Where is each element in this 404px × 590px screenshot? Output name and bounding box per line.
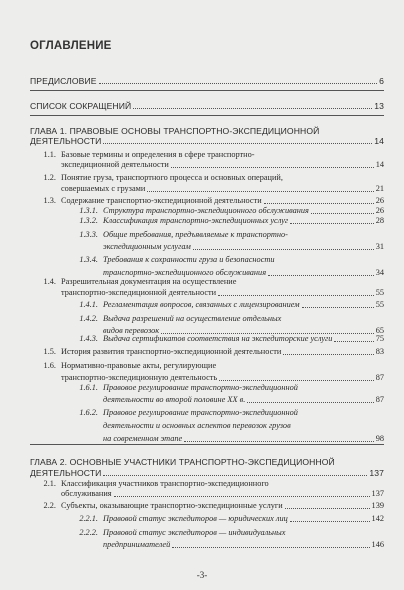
dot-leader xyxy=(114,496,370,497)
dot-leader xyxy=(334,341,373,342)
toc-entry-number: 1.1. xyxy=(43,150,56,159)
toc-entry-text: транспортно-экспедиционного обслуживания xyxy=(103,268,267,277)
dot-leader xyxy=(193,249,374,250)
toc-entry-text: Правовой статус экспедиторов — юридических лиц xyxy=(103,514,288,523)
toc-entry-number: 1.4.2. xyxy=(79,314,98,323)
toc-entry-page: 14 xyxy=(374,136,384,146)
section-rule xyxy=(30,90,384,91)
toc-entry xyxy=(30,347,384,357)
toc-entry-text: ДЕЯТЕЛЬНОСТИ xyxy=(30,468,102,478)
toc-entry-text: Содержание транспортно-экспедиционной деятельности xyxy=(61,196,262,205)
toc-entry-text: Субъекты, оказывающие транспортно-экспедиционные услуги xyxy=(61,501,283,510)
toc-entry xyxy=(30,99,384,111)
dot-leader xyxy=(290,521,370,522)
toc-entry-page: 28 xyxy=(375,216,384,225)
toc-entry-text: История развития транспортно-экспедиционной деятельности xyxy=(61,347,282,356)
toc-entry-text: транспортно-экспедиционную деятельность xyxy=(61,373,218,382)
toc-entry-page: 146 xyxy=(371,540,384,549)
toc-entry-text: Структура транспортно-экспедиционного обслуживания xyxy=(103,206,309,215)
toc-entry-text: Разрешительная документация на осуществление xyxy=(61,277,237,286)
dot-leader xyxy=(302,307,374,308)
toc-entry-text: Нормативно-правовые акты, регулирующие xyxy=(61,361,217,370)
toc-entry-page: 65 xyxy=(375,326,384,335)
toc-entry-text: ДЕЯТЕЛЬНОСТИ xyxy=(30,136,102,146)
toc-entry-number: 1.3.2. xyxy=(79,216,98,225)
dot-leader xyxy=(218,295,374,296)
toc-entry-page: 137 xyxy=(371,489,384,498)
toc-entry-text: на современном этапе xyxy=(103,434,183,443)
toc-entry-text: Понятие груза, транспортного процесса и основных операций, xyxy=(61,173,283,182)
dot-leader xyxy=(283,354,373,355)
toc-entry xyxy=(68,514,384,524)
toc-entry-number: 1.6. xyxy=(43,361,56,370)
toc-entry xyxy=(68,526,384,550)
dot-leader xyxy=(172,547,369,548)
toc-entry-number: 1.4.3. xyxy=(79,334,98,343)
toc-entry xyxy=(68,252,384,278)
toc-entry-text: ГЛАВА 1. ПРАВОВЫЕ ОСНОВЫ ТРАНСПОРТНО-ЭКСПЕДИЦИОННОЙ xyxy=(30,126,320,136)
toc-entry-text: экспедиционной деятельности xyxy=(61,160,169,169)
toc-entry-number: 2.2.1. xyxy=(79,514,98,523)
dot-leader xyxy=(133,108,372,109)
toc-entry-number: 1.4.1. xyxy=(79,300,98,309)
dot-leader xyxy=(147,191,373,192)
toc-entry xyxy=(30,456,384,478)
toc-entry-text: Базовые термины и определения в сфере транспортно- xyxy=(61,150,255,159)
toc-entry-number: 2.1. xyxy=(43,479,56,488)
toc-entry-number: 1.6.2. xyxy=(79,408,98,417)
dot-leader xyxy=(285,508,370,509)
toc-entry-page: 26 xyxy=(375,206,384,215)
toc-entry-text: СПИСОК СОКРАЩЕНИЙ xyxy=(30,101,132,111)
toc-entry-text: Правовое регулирование транспортно-экспедиционной xyxy=(103,383,298,392)
toc-entry-page: 75 xyxy=(375,334,384,343)
dot-leader xyxy=(184,441,373,442)
toc-entry-page: 13 xyxy=(374,101,384,111)
page-title: ОГЛАВЛЕНИЕ xyxy=(30,40,112,52)
toc-entry xyxy=(30,359,384,383)
toc-entry-text: обслуживания xyxy=(61,489,112,498)
toc-entry-text: ГЛАВА 2. ОСНОВНЫЕ УЧАСТНИКИ ТРАНСПОРТНО-ЭКСПЕДИЦИОННОЙ xyxy=(30,457,335,467)
toc-entry-number: 1.6.1. xyxy=(79,383,98,392)
toc-entry-number: 2.2.2. xyxy=(79,528,98,537)
toc-entry-page: 142 xyxy=(371,514,384,523)
toc-entry xyxy=(30,150,384,170)
toc-entry-text: Общие требования, предъявляемые к транспортно- xyxy=(103,230,288,239)
toc-entry-text: предпринимателей xyxy=(103,540,171,549)
toc-entry-page: 21 xyxy=(375,184,384,193)
toc-entry-text: Правовое регулирование транспортно-экспедиционной xyxy=(103,408,298,417)
toc-entry-text: Требования к сохранности груза и безопасности xyxy=(103,255,275,264)
toc-entry xyxy=(30,276,384,298)
toc-entry xyxy=(30,126,384,146)
toc-entry-page: 34 xyxy=(375,268,384,277)
page-number: -3- xyxy=(196,570,208,580)
toc-entry-page: 87 xyxy=(375,395,384,404)
toc-entry-page: 139 xyxy=(371,501,384,510)
dot-leader xyxy=(103,143,372,144)
toc-entry-text: деятельности и основных аспектов перевозок грузов xyxy=(103,421,291,430)
toc-entry xyxy=(68,228,384,252)
toc-entry-text: экспедиционным услугам xyxy=(103,242,191,251)
toc-entry xyxy=(68,405,384,444)
toc-entry xyxy=(68,381,384,405)
section-rule xyxy=(30,115,384,116)
toc-entry xyxy=(30,479,384,499)
toc-entry-number: 1.3.4. xyxy=(79,255,98,264)
toc-entry-page: 14 xyxy=(375,160,384,169)
toc-entry-number: 1.5. xyxy=(43,347,56,356)
toc-entry-number: 2.2. xyxy=(43,501,56,510)
dot-leader xyxy=(247,402,373,403)
dot-leader xyxy=(103,475,367,476)
toc-entry-page: 31 xyxy=(375,242,384,251)
toc-entry-number: 1.3. xyxy=(43,196,56,205)
toc-entry-page: 6 xyxy=(379,76,384,86)
toc-entry xyxy=(68,312,384,336)
toc-entry-text: Регламентация вопросов, связанных с лицензированием xyxy=(103,300,300,309)
dot-leader xyxy=(264,203,374,204)
dot-leader xyxy=(311,213,374,214)
toc-entry-text: видов перевозок xyxy=(103,326,160,335)
toc-entry xyxy=(30,74,384,86)
toc-entry-text: Классификация транспортно-экспедиционных услуг xyxy=(103,216,289,225)
toc-entry-number: 1.3.3. xyxy=(79,230,98,239)
dot-leader xyxy=(171,167,374,168)
toc-entry-text: Выдача разрешений на осуществление отдельных xyxy=(103,314,282,323)
toc-entry-number: 1.3.1. xyxy=(79,206,98,215)
section-rule xyxy=(30,444,384,445)
toc-entry-page: 87 xyxy=(375,373,384,382)
toc-entry xyxy=(68,300,384,310)
toc-entry-text: совершаемых с грузами xyxy=(61,184,146,193)
toc-entry xyxy=(30,196,384,206)
toc-entry-text: транспортно-экспедиционной деятельности xyxy=(61,288,217,297)
toc-entry-page: 137 xyxy=(369,468,384,478)
toc-entry xyxy=(68,334,384,344)
toc-entry xyxy=(30,172,384,194)
toc-entry xyxy=(68,206,384,216)
toc-entry-page: 55 xyxy=(375,288,384,297)
toc-entry-text: Правовой статус экспедиторов — индивидуальных xyxy=(103,528,286,537)
toc-entry-page: 55 xyxy=(375,300,384,309)
toc-entry-text: деятельности во второй половине XX в. xyxy=(103,395,246,404)
toc-entry-number: 1.4. xyxy=(43,277,56,286)
toc-entry xyxy=(68,216,384,226)
toc-entry-number: 1.2. xyxy=(43,173,56,182)
toc-entry-text: ПРЕДИСЛОВИЕ xyxy=(30,76,97,86)
dot-leader xyxy=(290,223,374,224)
toc-entry-page: 83 xyxy=(375,347,384,356)
toc-entry-text: Классификация участников транспортно-экспедиционного xyxy=(61,479,269,488)
dot-leader xyxy=(99,83,377,84)
toc-entry-page: 26 xyxy=(375,196,384,205)
toc-entry xyxy=(30,501,384,511)
toc-entry-page: 98 xyxy=(375,434,384,443)
toc-entry-text: Выдача сертификатов соответствия на экспедиторские услуги xyxy=(103,334,333,343)
